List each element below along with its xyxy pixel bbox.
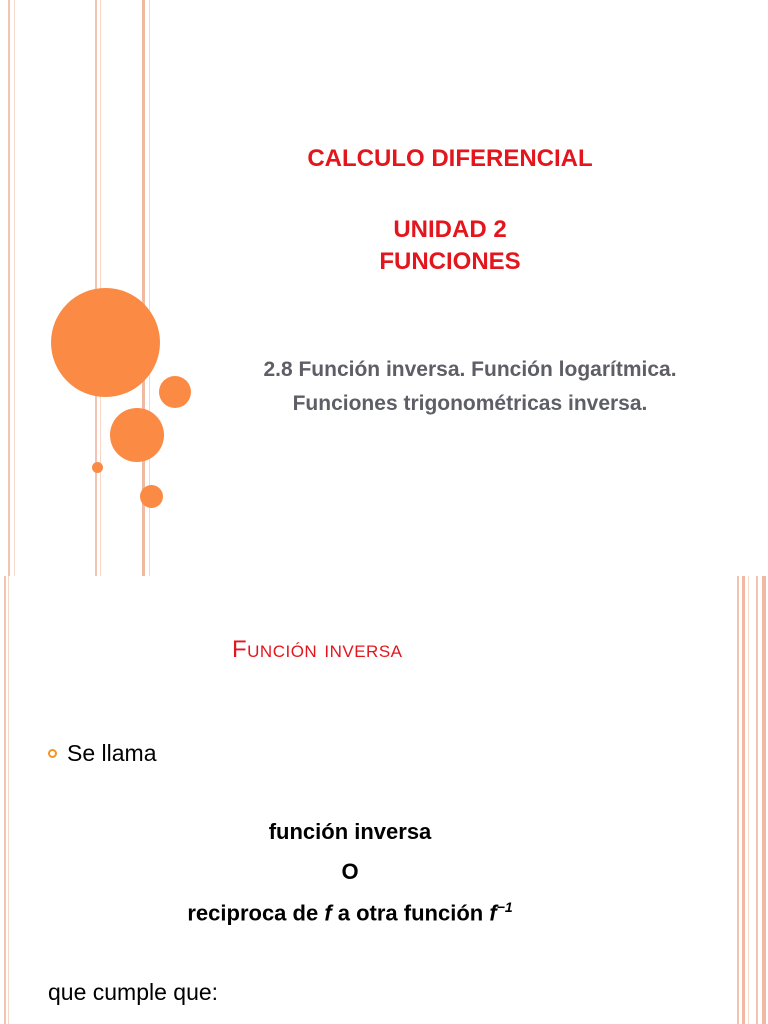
bullet-text: Se llama [67, 740, 157, 766]
bullet-circle-icon [48, 749, 57, 758]
slide-title: CALCULO DIFERENCIAL [307, 145, 593, 172]
definition-text: reciproca de [187, 900, 325, 926]
definition-line [0, 899, 700, 926]
decorative-stripe [742, 576, 745, 1024]
topic-label: FUNCIONES [379, 248, 521, 275]
content-slide [0, 576, 768, 1024]
function-symbol: f [324, 900, 332, 926]
body-text: que cumple que: [48, 979, 219, 1005]
unit-label: UNIDAD 2 [393, 216, 507, 243]
decorative-stripe [737, 576, 739, 1024]
decorative-circle-tiny [92, 462, 103, 473]
decorative-stripe [8, 576, 9, 1024]
unit-heading [160, 214, 740, 278]
decorative-stripe [762, 576, 766, 1024]
decorative-stripe [8, 0, 10, 576]
definition-term: función inversa [268, 819, 432, 844]
decorative-circle-small [140, 485, 163, 508]
inverse-function-symbol: f [489, 900, 497, 926]
bullet-item [48, 740, 156, 767]
decorative-stripe [756, 576, 758, 1024]
inverse-exponent: −1 [496, 899, 513, 915]
subtitle-line: Funciones trigonométricas inversa. [292, 392, 648, 415]
definition-connector: O [341, 859, 359, 884]
decorative-stripe [748, 576, 749, 1024]
subtitle-line: 2.8 Función inversa. Función logarítmica. [263, 358, 677, 381]
decorative-circle-medium [110, 408, 164, 462]
slide-subtitle [170, 353, 768, 421]
definition-text: a otra función [331, 900, 490, 926]
decorative-stripe [4, 576, 6, 1024]
decorative-stripe [14, 0, 15, 576]
decorative-circle-large [51, 288, 160, 397]
slide-heading: Función inversa [232, 636, 403, 663]
